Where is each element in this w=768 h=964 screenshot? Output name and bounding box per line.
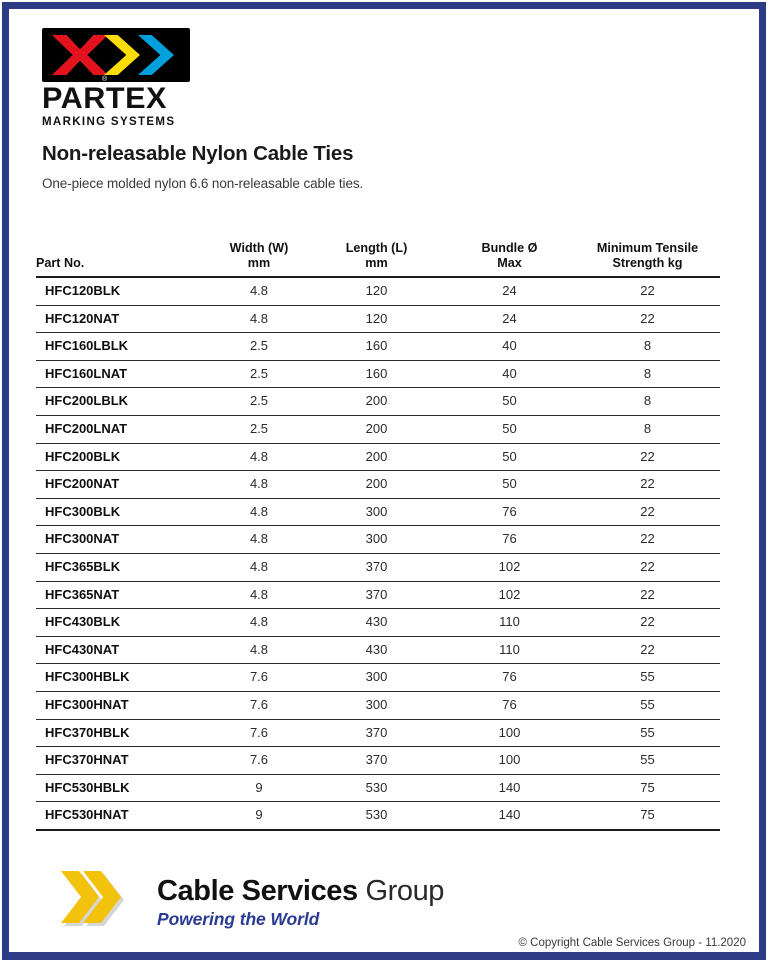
partex-wordmark: PARTEX: [42, 82, 167, 115]
cell-part-no: HFC200NAT: [36, 471, 209, 499]
cell-width: 2.5: [209, 415, 309, 443]
cell-tensile-strength: 22: [575, 609, 720, 637]
cell-width: 7.6: [209, 691, 309, 719]
cell-bundle-diameter: 100: [444, 747, 575, 775]
cell-bundle-diameter: 100: [444, 719, 575, 747]
cell-length: 430: [309, 609, 444, 637]
cell-width: 9: [209, 802, 309, 830]
table-row: [36, 802, 720, 830]
cell-width: 4.8: [209, 636, 309, 664]
cell-bundle-diameter: 40: [444, 360, 575, 388]
cell-width: 4.8: [209, 553, 309, 581]
cell-tensile-strength: 55: [575, 719, 720, 747]
cell-tensile-strength: 8: [575, 360, 720, 388]
cell-length: 530: [309, 774, 444, 802]
cell-width: 4.8: [209, 305, 309, 333]
logo-chevron-blue-icon: [138, 35, 174, 75]
registered-trademark-icon: ®: [102, 76, 108, 82]
table-row: [36, 498, 720, 526]
table-row: [36, 774, 720, 802]
column-header-tensile-strength: Minimum Tensile Strength kg: [575, 241, 720, 277]
cell-part-no: HFC300NAT: [36, 526, 209, 554]
table-header-row: [36, 241, 720, 277]
cell-bundle-diameter: 140: [444, 802, 575, 830]
cell-tensile-strength: 55: [575, 664, 720, 692]
cell-part-no: HFC200BLK: [36, 443, 209, 471]
table-row: [36, 443, 720, 471]
cell-bundle-diameter: 76: [444, 526, 575, 554]
page-border-top: [2, 2, 766, 9]
cell-length: 300: [309, 526, 444, 554]
cell-length: 430: [309, 636, 444, 664]
cell-width: 7.6: [209, 719, 309, 747]
cell-tensile-strength: 22: [575, 471, 720, 499]
cell-bundle-diameter: 50: [444, 388, 575, 416]
cell-part-no: HFC370HNAT: [36, 747, 209, 775]
table-row: [36, 747, 720, 775]
column-header-part-no: Part No.: [36, 241, 209, 277]
cell-length: 120: [309, 277, 444, 305]
cell-bundle-diameter: 76: [444, 691, 575, 719]
cell-bundle-diameter: 102: [444, 581, 575, 609]
cell-width: 4.8: [209, 498, 309, 526]
cell-part-no: HFC200LNAT: [36, 415, 209, 443]
cell-width: 4.8: [209, 277, 309, 305]
cell-bundle-diameter: 50: [444, 471, 575, 499]
cell-bundle-diameter: 76: [444, 664, 575, 692]
table-row: [36, 360, 720, 388]
table-row: [36, 526, 720, 554]
table-row: [36, 691, 720, 719]
cell-width: 2.5: [209, 333, 309, 361]
cell-length: 370: [309, 581, 444, 609]
company-name-suffix: Group: [365, 875, 445, 907]
cell-width: 2.5: [209, 360, 309, 388]
cell-tensile-strength: 22: [575, 553, 720, 581]
cell-bundle-diameter: 50: [444, 443, 575, 471]
table-row: [36, 333, 720, 361]
page-border-left: [2, 2, 9, 960]
company-name: [157, 875, 444, 908]
cell-part-no: HFC300BLK: [36, 498, 209, 526]
cable-services-group-text: [157, 875, 444, 930]
cell-bundle-diameter: 24: [444, 277, 575, 305]
cell-part-no: HFC530HNAT: [36, 802, 209, 830]
cell-part-no: HFC370HBLK: [36, 719, 209, 747]
cell-tensile-strength: 8: [575, 333, 720, 361]
cell-width: 7.6: [209, 664, 309, 692]
table-row: [36, 553, 720, 581]
cell-length: 370: [309, 719, 444, 747]
cell-width: 4.8: [209, 526, 309, 554]
table-row: [36, 581, 720, 609]
cell-part-no: HFC200LBLK: [36, 388, 209, 416]
cell-part-no: HFC160LBLK: [36, 333, 209, 361]
cell-tensile-strength: 8: [575, 415, 720, 443]
spec-table-head: [36, 241, 720, 277]
cell-tensile-strength: 55: [575, 691, 720, 719]
cell-tensile-strength: 75: [575, 802, 720, 830]
table-row: [36, 609, 720, 637]
cell-length: 200: [309, 388, 444, 416]
cell-tensile-strength: 22: [575, 498, 720, 526]
cell-part-no: HFC530HBLK: [36, 774, 209, 802]
partex-logo-mark: [42, 28, 190, 82]
cell-length: 200: [309, 443, 444, 471]
copyright-notice: © Copyright Cable Services Group - 11.2020: [518, 937, 746, 949]
cell-bundle-diameter: 76: [444, 498, 575, 526]
cell-width: 4.8: [209, 443, 309, 471]
page-title: Non-releasable Nylon Cable Ties: [42, 142, 354, 165]
cell-tensile-strength: 22: [575, 277, 720, 305]
cell-length: 300: [309, 498, 444, 526]
cell-part-no: HFC120NAT: [36, 305, 209, 333]
cell-tensile-strength: 75: [575, 774, 720, 802]
cell-bundle-diameter: 40: [444, 333, 575, 361]
cell-bundle-diameter: 24: [444, 305, 575, 333]
spec-table: [36, 241, 720, 831]
cell-width: 7.6: [209, 747, 309, 775]
table-row: [36, 664, 720, 692]
page-border-right: [759, 2, 766, 960]
cell-part-no: HFC300HBLK: [36, 664, 209, 692]
cell-width: 4.8: [209, 581, 309, 609]
cell-bundle-diameter: 110: [444, 636, 575, 664]
company-name-main: Cable Services: [157, 875, 358, 907]
table-row: [36, 388, 720, 416]
cell-width: 9: [209, 774, 309, 802]
cell-length: 300: [309, 691, 444, 719]
cell-bundle-diameter: 110: [444, 609, 575, 637]
table-row: [36, 719, 720, 747]
cell-part-no: HFC365BLK: [36, 553, 209, 581]
spec-table-container: [36, 241, 720, 831]
table-row: [36, 471, 720, 499]
cell-length: 370: [309, 747, 444, 775]
table-row: [36, 636, 720, 664]
cell-tensile-strength: 22: [575, 526, 720, 554]
cell-length: 300: [309, 664, 444, 692]
cell-length: 370: [309, 553, 444, 581]
cell-width: 2.5: [209, 388, 309, 416]
cell-length: 530: [309, 802, 444, 830]
cell-bundle-diameter: 140: [444, 774, 575, 802]
column-header-length: Length (L) mm: [309, 241, 444, 277]
logo-chevron-yellow-icon: [104, 35, 140, 75]
cell-length: 160: [309, 360, 444, 388]
partex-tagline: MARKING SYSTEMS: [42, 116, 176, 128]
cell-part-no: HFC365NAT: [36, 581, 209, 609]
double-chevron-icon: [61, 871, 145, 929]
table-row: [36, 415, 720, 443]
spec-table-body: [36, 277, 720, 830]
cell-tensile-strength: 22: [575, 443, 720, 471]
cell-tensile-strength: 22: [575, 305, 720, 333]
table-row: [36, 305, 720, 333]
cell-part-no: HFC120BLK: [36, 277, 209, 305]
page-subtitle: One-piece molded nylon 6.6 non-releasable cable ties.: [42, 176, 364, 191]
table-row: [36, 277, 720, 305]
cell-part-no: HFC160LNAT: [36, 360, 209, 388]
cell-width: 4.8: [209, 609, 309, 637]
column-header-width: Width (W) mm: [209, 241, 309, 277]
cell-length: 160: [309, 333, 444, 361]
cell-bundle-diameter: 102: [444, 553, 575, 581]
cell-part-no: HFC430NAT: [36, 636, 209, 664]
cell-length: 120: [309, 305, 444, 333]
page-content: [9, 9, 759, 955]
cell-width: 4.8: [209, 471, 309, 499]
cell-tensile-strength: 22: [575, 581, 720, 609]
logo-chevron-red-icon: [52, 35, 108, 75]
cell-tensile-strength: 22: [575, 636, 720, 664]
company-tagline: Powering the World: [157, 909, 320, 929]
cell-part-no: HFC300HNAT: [36, 691, 209, 719]
column-header-bundle-diameter: Bundle Ø Max: [444, 241, 575, 277]
cell-tensile-strength: 8: [575, 388, 720, 416]
cell-tensile-strength: 55: [575, 747, 720, 775]
partex-logo: [42, 28, 192, 129]
cell-length: 200: [309, 415, 444, 443]
cell-part-no: HFC430BLK: [36, 609, 209, 637]
cell-bundle-diameter: 50: [444, 415, 575, 443]
cell-length: 200: [309, 471, 444, 499]
